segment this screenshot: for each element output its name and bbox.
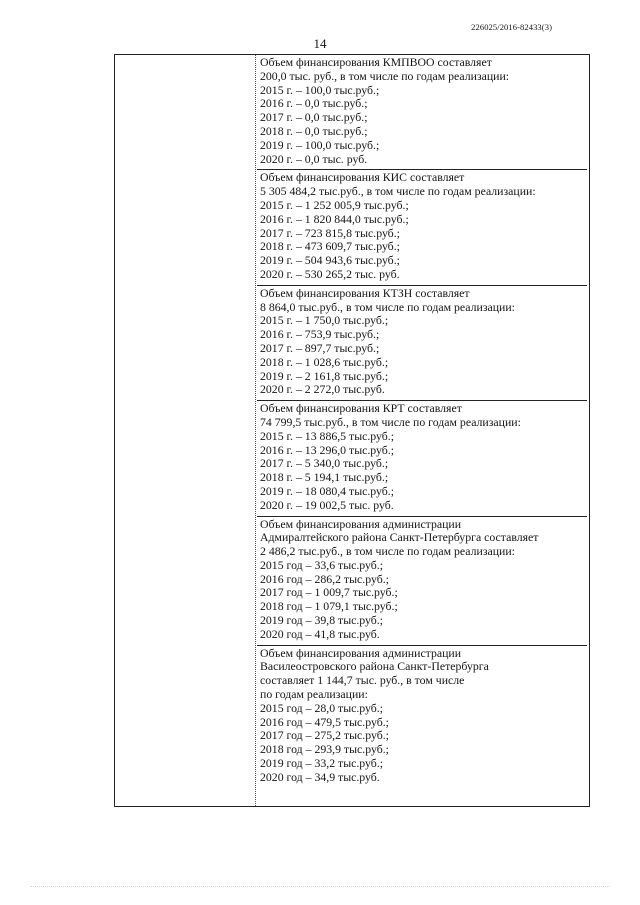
funding-line: 2019 год – 39,8 тыс.руб.; [260, 613, 384, 628]
funding-line: 2015 г. – 100,0 тыс.руб.; [260, 82, 380, 97]
funding-line: 2017 год – 275,2 тыс.руб.; [260, 728, 389, 743]
funding-column [257, 55, 587, 788]
funding-line: 2016 г. – 13 296,0 тыс.руб.; [260, 442, 395, 457]
funding-line: 2015 г. – 1 750,0 тыс.руб.; [260, 313, 389, 328]
table-column-divider [255, 55, 256, 806]
funding-line: 2019 г. – 18 080,4 тыс.руб.; [260, 483, 395, 498]
funding-line: 2018 год – 293,9 тыс.руб.; [260, 742, 389, 757]
funding-line: 2015 г. – 1 252 005,9 тыс.руб.; [260, 197, 409, 212]
funding-block-heading: Объем финансирования КРТ составляет [260, 401, 462, 416]
funding-line: 74 799,5 тыс.руб., в том числе по годам реализации: [260, 414, 521, 429]
funding-block [257, 55, 587, 170]
funding-line: 2 486,2 тыс.руб., в том числе по годам реализации: [260, 544, 515, 559]
funding-block-heading: Объем финансирования КТЗН составляет [260, 285, 470, 300]
scan-artifact-line [30, 882, 610, 887]
funding-line: 2020 год – 34,9 тыс.руб. [260, 769, 380, 784]
funding-line: 2017 год – 1 009,7 тыс.руб.; [260, 585, 398, 600]
funding-line: составляет 1 144,7 тыс. руб., в том числе [260, 673, 465, 688]
funding-line: 2020 г. – 0,0 тыс. руб. [260, 151, 368, 166]
funding-line: 2020 г. – 19 002,5 тыс. руб. [260, 497, 394, 512]
funding-block [257, 286, 587, 401]
funding-block [257, 517, 587, 646]
funding-line: 2018 г. – 5 194,1 тыс.руб.; [260, 470, 389, 485]
funding-line: по годам реализации: [260, 687, 368, 702]
funding-line: 2016 г. – 1 820 844,0 тыс.руб.; [260, 211, 409, 226]
funding-line: 2017 г. – 723 815,8 тыс.руб.; [260, 225, 400, 240]
funding-line: 2020 год – 41,8 тыс.руб. [260, 626, 380, 641]
page-number: 14 [313, 36, 327, 51]
funding-line: 2019 г. – 504 943,6 тыс.руб.; [260, 253, 400, 268]
funding-line: 2016 год – 479,5 тыс.руб.; [260, 714, 389, 729]
funding-line: 2020 г. – 2 272,0 тыс.руб. [260, 382, 385, 397]
funding-line: 2017 г. – 0,0 тыс.руб.; [260, 110, 368, 125]
funding-line: 2019 г. – 100,0 тыс.руб.; [260, 137, 380, 152]
funding-line: 2019 г. – 2 161,8 тыс.руб.; [260, 368, 389, 383]
funding-line: 2016 г. – 0,0 тыс.руб.; [260, 96, 368, 111]
funding-line: Василеостровского района Санкт-Петербурга [260, 659, 489, 674]
funding-line: 2017 г. – 5 340,0 тыс.руб.; [260, 456, 389, 471]
funding-line: 2016 г. – 753,9 тыс.руб.; [260, 327, 380, 342]
funding-line: 8 864,0 тыс.руб., в том числе по годам реализации: [260, 299, 515, 314]
funding-line: Адмиралтейского района Санкт-Петербурга составляет [260, 530, 539, 545]
funding-block [257, 170, 587, 285]
funding-line: 2018 г. – 473 609,7 тыс.руб.; [260, 239, 400, 254]
funding-line: 2015 год – 33,6 тыс.руб.; [260, 557, 384, 572]
funding-line: 2018 г. – 0,0 тыс.руб.; [260, 123, 368, 138]
funding-block-heading: Объем финансирования администрации [260, 645, 462, 660]
funding-line: 200,0 тыс. руб., в том числе по годам реализации: [260, 68, 510, 83]
funding-block-heading: Объем финансирования КМПВОО составляет [260, 55, 492, 69]
funding-line: 2019 год – 33,2 тыс.руб.; [260, 756, 384, 771]
funding-line: 2015 год – 28,0 тыс.руб.; [260, 700, 384, 715]
funding-line: 5 305 484,2 тыс.руб., в том числе по годам реализации: [260, 184, 536, 199]
funding-table [114, 54, 590, 807]
funding-block [257, 401, 587, 516]
funding-block-heading: Объем финансирования КИС составляет [260, 170, 465, 185]
funding-line: 2015 г. – 13 886,5 тыс.руб.; [260, 428, 395, 443]
document-id: 226025/2016-82433(3) [471, 22, 552, 32]
funding-block [257, 646, 587, 788]
funding-block-heading: Объем финансирования администрации [260, 516, 462, 531]
funding-line: 2016 год – 286,2 тыс.руб.; [260, 571, 389, 586]
funding-line: 2017 г. – 897,7 тыс.руб.; [260, 340, 380, 355]
funding-line: 2018 год – 1 079,1 тыс.руб.; [260, 599, 398, 614]
funding-line: 2020 г. – 530 265,2 тыс. руб. [260, 266, 400, 281]
funding-line: 2018 г. – 1 028,6 тыс.руб.; [260, 354, 389, 369]
